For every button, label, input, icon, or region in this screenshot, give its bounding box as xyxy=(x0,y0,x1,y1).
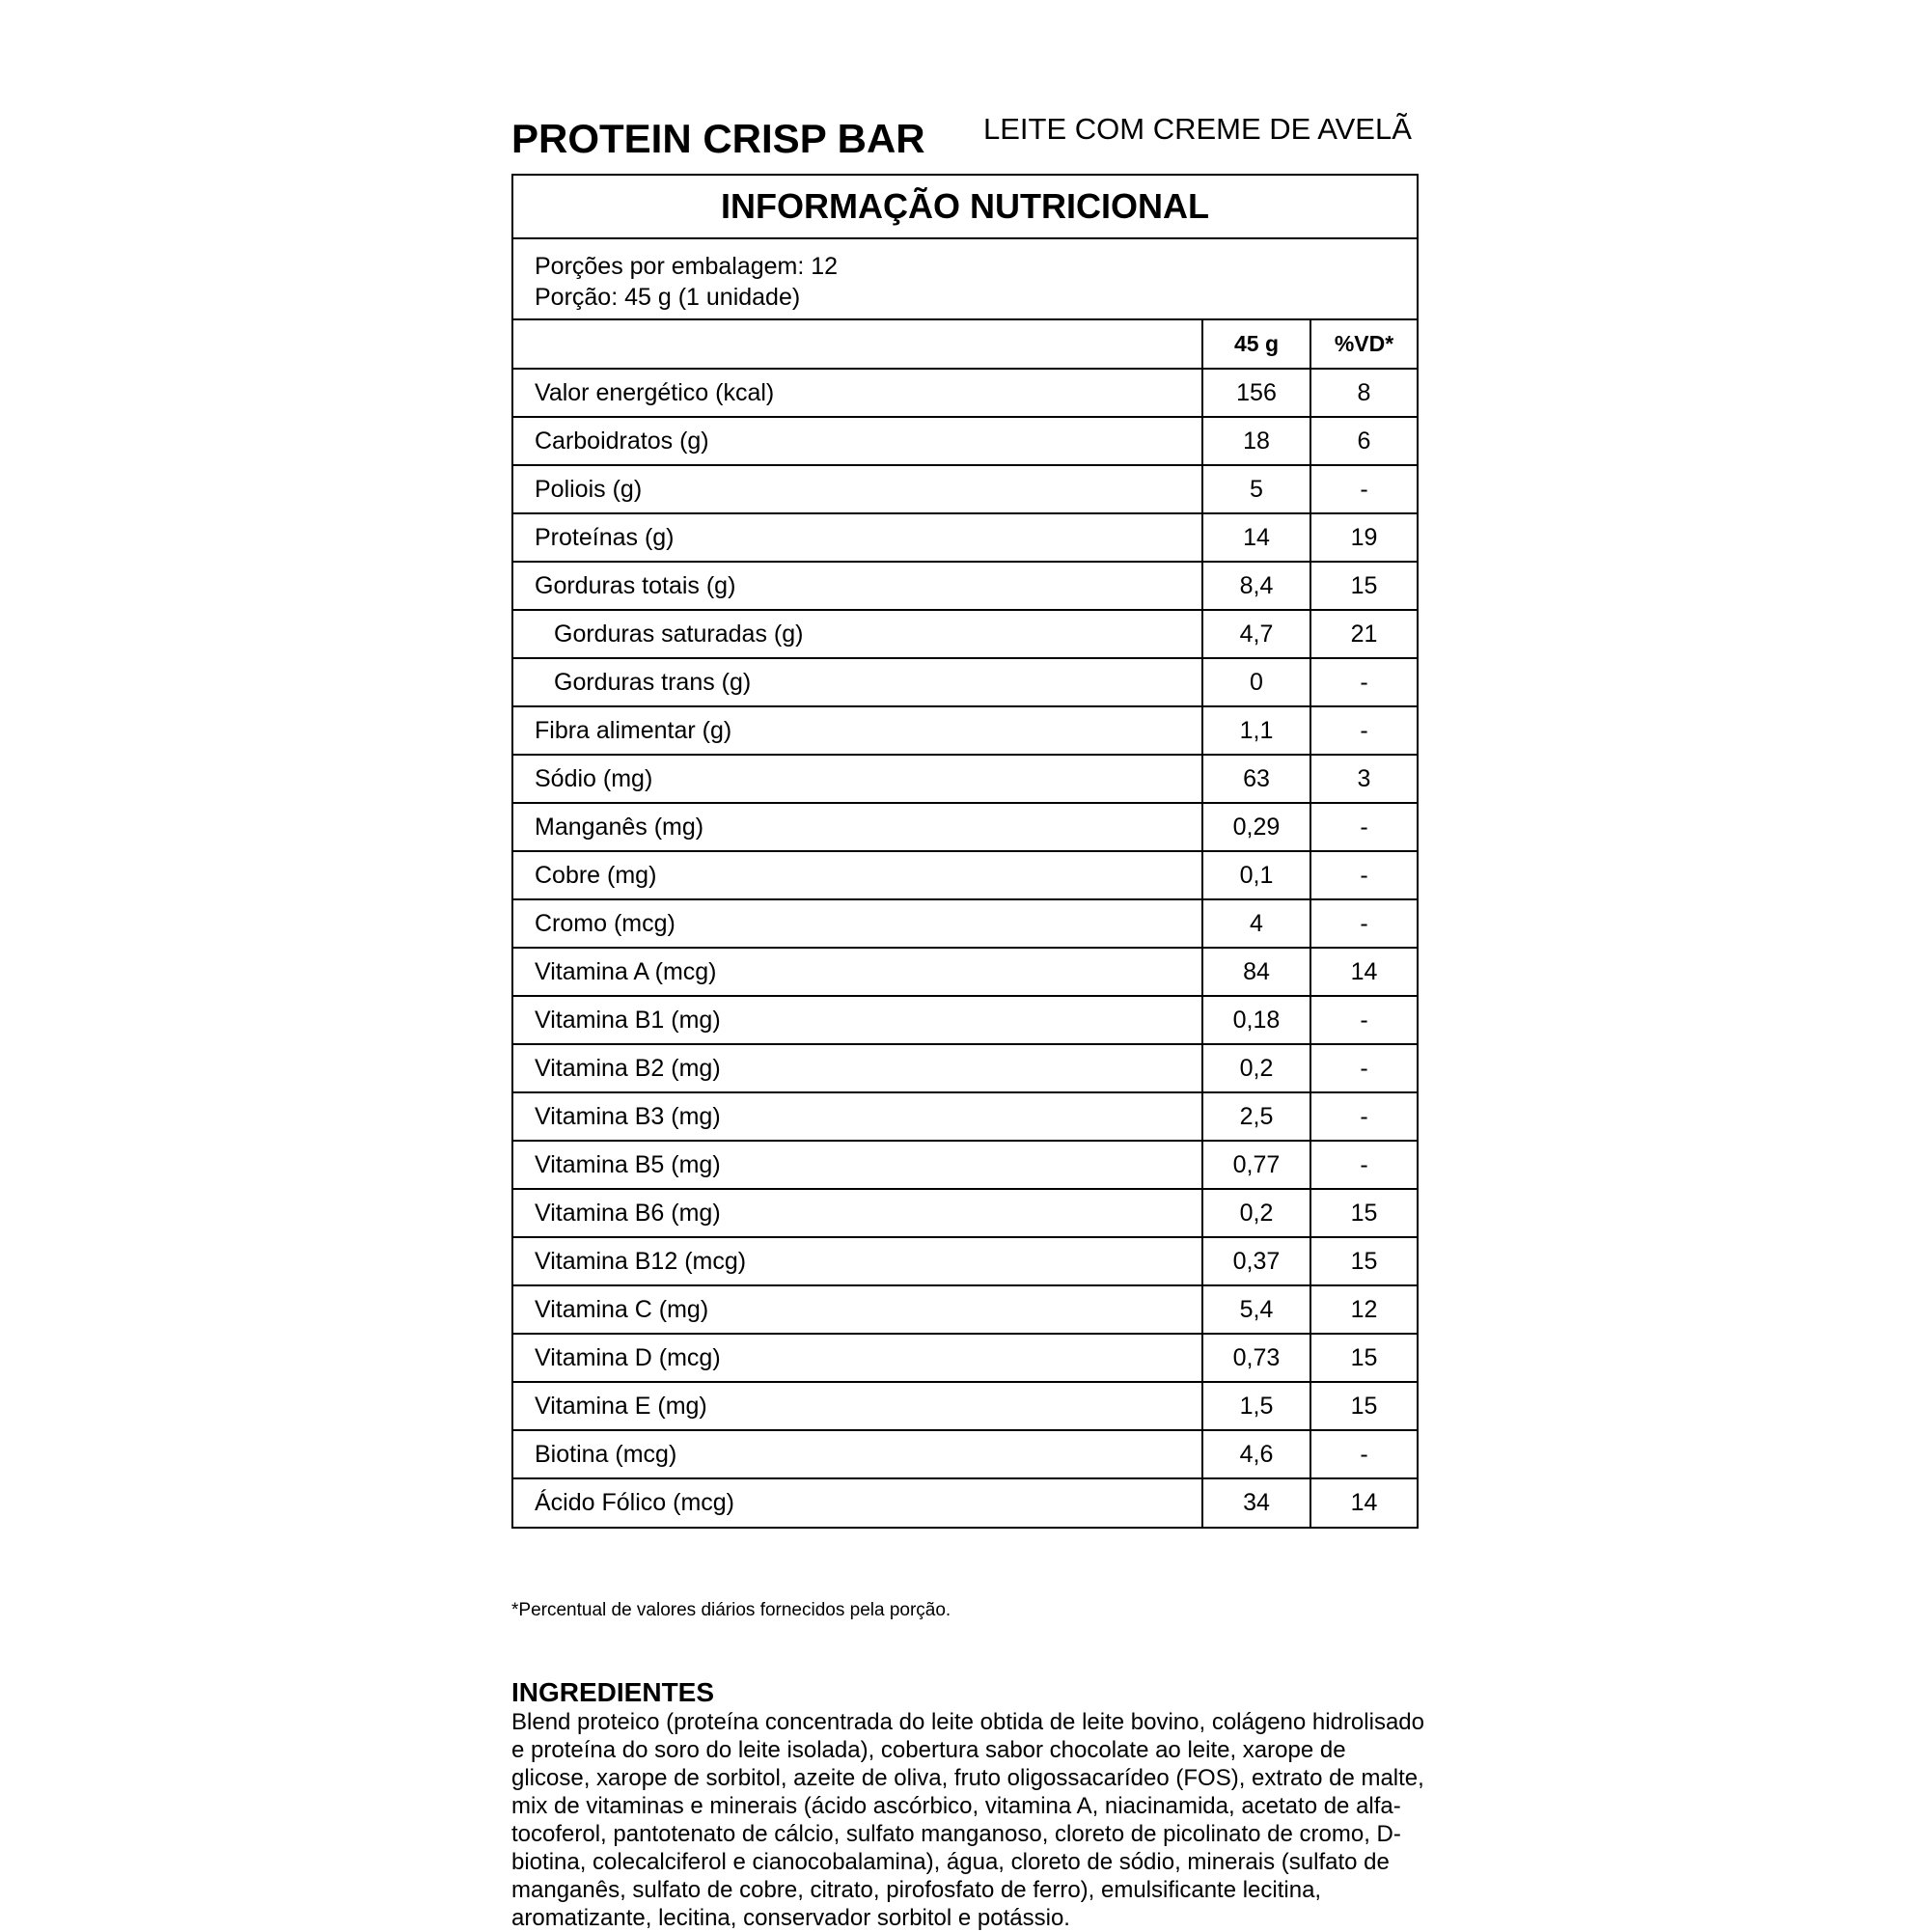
nutrient-label: Fibra alimentar (g) xyxy=(513,706,1202,755)
nutrient-dv: - xyxy=(1310,1044,1417,1092)
ingredients-text: Blend proteico (proteína concentrada do leite obtida de leite bovino, colágeno hidrolisado e proteína do soro do leite isolada), cobertura sabor chocolate ao leite, xarope de glicose, xarope de sorbitol, azeite de oliva, fruto oligossacarídeo (FOS), extrato de malte, mix de vitaminas e minerais (ácido ascórbico, vitamina A, niacinamida, acetato de alfa-tocoferol, pantotenato de cálcio, sulfato manganoso, cloreto de picolinato de cromo, D-biotina, colecalciferol e cianocobalamina), água, cloreto de sódio, minerais (sulfato de manganês, sulfato de cobre, citrato, pirofosfato de ferro), emulsificante lecitina, aromatizante, lecitina, conservador sorbitol e potássio. xyxy=(511,1709,1424,1931)
nutrient-amount: 1,1 xyxy=(1202,706,1310,755)
nutrient-dv: 15 xyxy=(1310,1334,1417,1382)
nutrient-dv: - xyxy=(1310,1430,1417,1478)
serving-info xyxy=(513,239,1417,320)
nutrient-label: Vitamina B12 (mcg) xyxy=(513,1237,1202,1285)
nutrient-label: Gorduras totais (g) xyxy=(513,562,1202,610)
nutrient-label: Manganês (mg) xyxy=(513,803,1202,851)
product-name: PROTEIN CRISP BAR xyxy=(511,116,925,161)
table-row xyxy=(513,1382,1417,1430)
nutrient-dv: 12 xyxy=(1310,1285,1417,1334)
nutrient-amount: 5,4 xyxy=(1202,1285,1310,1334)
table-row xyxy=(513,899,1417,948)
table-row xyxy=(513,369,1417,417)
nutrient-dv: 15 xyxy=(1310,1382,1417,1430)
table-row xyxy=(513,417,1417,465)
nutrient-amount: 0,73 xyxy=(1202,1334,1310,1382)
nutrient-amount: 4 xyxy=(1202,899,1310,948)
table-row xyxy=(513,1334,1417,1382)
nutrient-dv: 3 xyxy=(1310,755,1417,803)
panel-title: INFORMAÇÃO NUTRICIONAL xyxy=(513,176,1417,239)
nutrient-label: Vitamina C (mg) xyxy=(513,1285,1202,1334)
table-row xyxy=(513,610,1417,658)
table-row xyxy=(513,1478,1417,1527)
nutrient-dv: 8 xyxy=(1310,369,1417,417)
nutrient-dv: 19 xyxy=(1310,513,1417,562)
nutrient-amount: 5 xyxy=(1202,465,1310,513)
table-row xyxy=(513,1285,1417,1334)
table-row xyxy=(513,996,1417,1044)
nutrient-label: Gorduras saturadas (g) xyxy=(513,610,1202,658)
nutrient-dv: - xyxy=(1310,996,1417,1044)
nutrient-amount: 8,4 xyxy=(1202,562,1310,610)
table-row xyxy=(513,1044,1417,1092)
nutrient-label: Valor energético (kcal) xyxy=(513,369,1202,417)
nutrient-dv: 6 xyxy=(1310,417,1417,465)
nutrient-amount: 4,6 xyxy=(1202,1430,1310,1478)
nutrient-label: Gorduras trans (g) xyxy=(513,658,1202,706)
nutrient-amount: 0,29 xyxy=(1202,803,1310,851)
nutrient-label: Carboidratos (g) xyxy=(513,417,1202,465)
table-row xyxy=(513,1430,1417,1478)
nutrient-amount: 156 xyxy=(1202,369,1310,417)
nutrient-dv: - xyxy=(1310,658,1417,706)
nutrient-amount: 0,18 xyxy=(1202,996,1310,1044)
column-header-dv: %VD* xyxy=(1334,331,1394,356)
nutrition-facts-panel xyxy=(511,174,1419,1529)
nutrient-label: Vitamina E (mg) xyxy=(513,1382,1202,1430)
nutrient-amount: 0,1 xyxy=(1202,851,1310,899)
header-blank-cell xyxy=(513,320,1202,369)
table-row xyxy=(513,803,1417,851)
servings-per-package: Porções por embalagem: 12 xyxy=(535,253,839,280)
nutrient-amount: 0,2 xyxy=(1202,1044,1310,1092)
nutrient-dv: 15 xyxy=(1310,562,1417,610)
table-row xyxy=(513,1237,1417,1285)
table-row xyxy=(513,465,1417,513)
table-header-row xyxy=(513,320,1417,369)
nutrient-amount: 0,77 xyxy=(1202,1141,1310,1189)
product-flavor: LEITE COM CREME DE AVELÃ xyxy=(983,112,1412,146)
nutrient-label: Vitamina B5 (mg) xyxy=(513,1141,1202,1189)
nutrient-label: Vitamina B3 (mg) xyxy=(513,1092,1202,1141)
nutrient-amount: 18 xyxy=(1202,417,1310,465)
nutrient-label: Cobre (mg) xyxy=(513,851,1202,899)
nutrient-amount: 34 xyxy=(1202,1478,1310,1527)
nutrient-amount: 84 xyxy=(1202,948,1310,996)
nutrient-amount: 14 xyxy=(1202,513,1310,562)
nutrient-dv: 21 xyxy=(1310,610,1417,658)
nutrition-table xyxy=(513,320,1417,1527)
nutrient-amount: 0 xyxy=(1202,658,1310,706)
nutrient-label: Vitamina A (mcg) xyxy=(513,948,1202,996)
ingredients-title: INGREDIENTES xyxy=(511,1677,715,1707)
table-row xyxy=(513,1189,1417,1237)
nutrient-label: Biotina (mcg) xyxy=(513,1430,1202,1478)
table-row xyxy=(513,562,1417,610)
nutrient-label: Vitamina B6 (mg) xyxy=(513,1189,1202,1237)
nutrient-label: Vitamina B2 (mg) xyxy=(513,1044,1202,1092)
table-row xyxy=(513,948,1417,996)
nutrient-dv: - xyxy=(1310,1092,1417,1141)
footnote: *Percentual de valores diários fornecidos pela porção. xyxy=(511,1600,951,1620)
table-row xyxy=(513,706,1417,755)
nutrient-dv: - xyxy=(1310,1141,1417,1189)
nutrient-label: Cromo (mcg) xyxy=(513,899,1202,948)
nutrient-label: Vitamina D (mcg) xyxy=(513,1334,1202,1382)
product-header xyxy=(511,114,1419,164)
table-row xyxy=(513,1141,1417,1189)
nutrient-amount: 4,7 xyxy=(1202,610,1310,658)
nutrient-amount: 0,37 xyxy=(1202,1237,1310,1285)
nutrient-dv: - xyxy=(1310,465,1417,513)
nutrient-dv: 14 xyxy=(1310,1478,1417,1527)
table-row xyxy=(513,755,1417,803)
nutrient-label: Vitamina B1 (mg) xyxy=(513,996,1202,1044)
nutrient-amount: 63 xyxy=(1202,755,1310,803)
nutrient-amount: 0,2 xyxy=(1202,1189,1310,1237)
nutrient-amount: 2,5 xyxy=(1202,1092,1310,1141)
nutrient-dv: - xyxy=(1310,803,1417,851)
column-header-amount: 45 g xyxy=(1202,320,1310,369)
nutrient-dv: 14 xyxy=(1310,948,1417,996)
table-row xyxy=(513,1092,1417,1141)
nutrient-label: Ácido Fólico (mcg) xyxy=(513,1478,1202,1527)
nutrient-dv: - xyxy=(1310,706,1417,755)
serving-size: Porção: 45 g (1 unidade) xyxy=(535,284,801,311)
nutrient-amount: 1,5 xyxy=(1202,1382,1310,1430)
nutrient-label: Poliois (g) xyxy=(513,465,1202,513)
table-row xyxy=(513,658,1417,706)
nutrient-dv: - xyxy=(1310,899,1417,948)
table-row xyxy=(513,851,1417,899)
nutrient-label: Proteínas (g) xyxy=(513,513,1202,562)
table-row xyxy=(513,513,1417,562)
nutrient-dv: 15 xyxy=(1310,1237,1417,1285)
nutrient-label: Sódio (mg) xyxy=(513,755,1202,803)
nutrient-dv: - xyxy=(1310,851,1417,899)
nutrient-dv: 15 xyxy=(1310,1189,1417,1237)
